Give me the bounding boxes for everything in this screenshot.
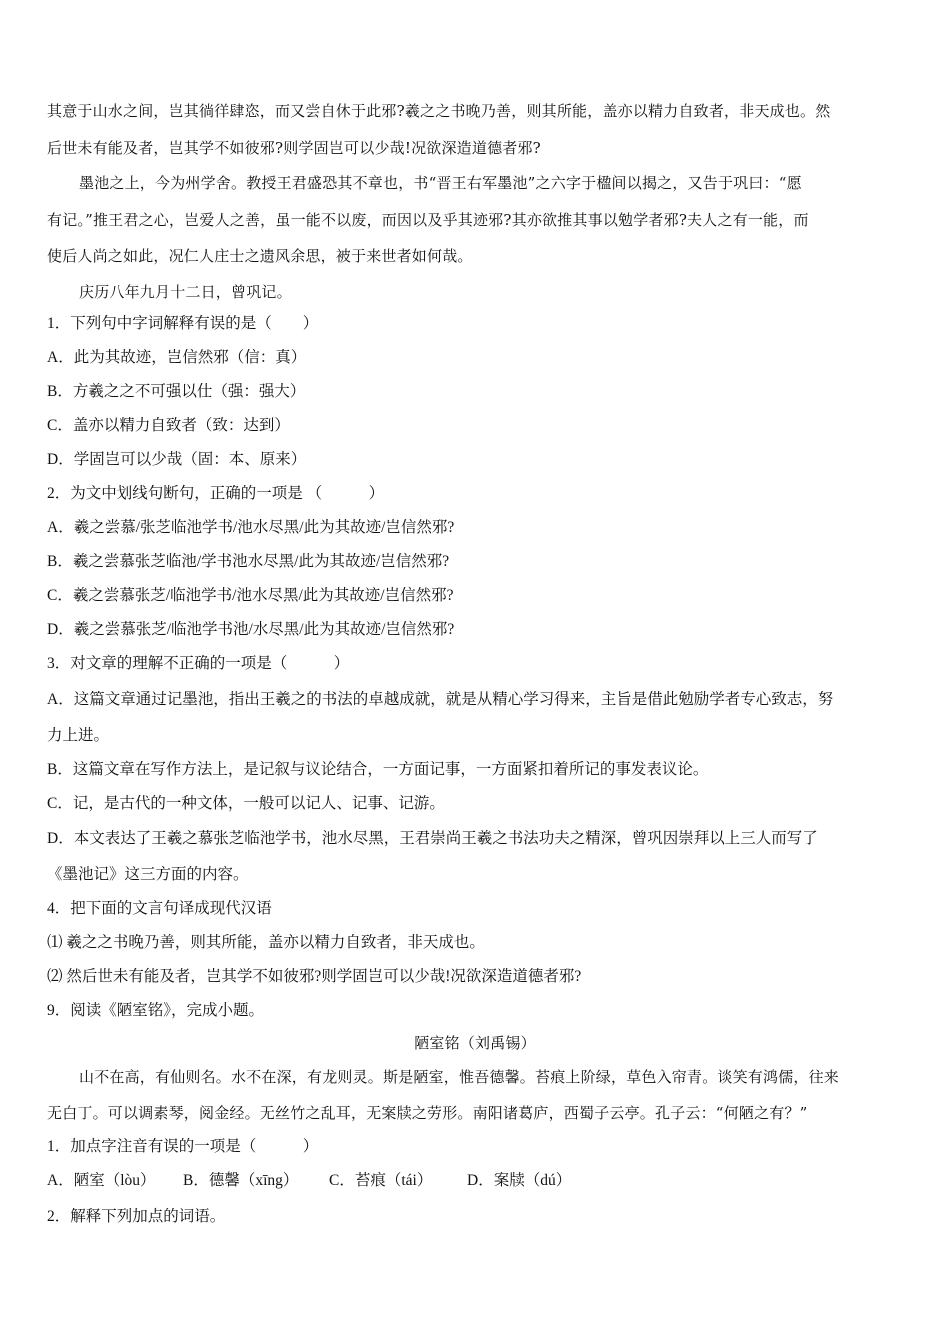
passage-p1-line1: 其意于山水之间，岂其徜徉肆恣，而又尝自休于此邪?羲之之书晚乃善，则其所能，盖亦以精力自致者，非天成也。然 — [47, 102, 831, 120]
passage-p2-line3: 使后人尚之如此，况仁人庄士之遗风余思，被于来世者如何哉。 — [47, 247, 473, 265]
passage-date-line: 庆历八年九月十二日，曾巩记。 — [79, 283, 292, 301]
q2-option-d: D．羲之尝慕张芝/临池学书池/水尽黑/此为其故迹/岂信然邪? — [47, 621, 455, 638]
section9-q1-option-c: C．苔痕（tái） — [329, 1172, 433, 1189]
q3-option-a-line2: 力上进。 — [47, 727, 110, 744]
q4-stem: 4．把下面的文言句译成现代汉语 — [47, 900, 272, 917]
passage-p2-line2: 有记。”推王君之心，岂爱人之善，虽一能不以废，而因以及乎其迹邪?其亦欲推其事以勉学者邪?夫人之有一能，而 — [47, 211, 809, 229]
q1-stem: 1．下列句中字词解释有误的是（ ） — [47, 315, 319, 332]
section9-q1-option-b: B．德馨（xīng） — [183, 1172, 299, 1189]
q1-option-b: B．方羲之之不可强以仕（强：强大） — [47, 383, 306, 400]
q3-option-d-line2: 《墨池记》这三方面的内容。 — [47, 866, 249, 883]
section9-intro: 9．阅读《陋室铭》，完成小题。 — [47, 1002, 265, 1019]
q2-option-c: C．羲之尝慕张芝/临池学书/池水尽黑/此为其故迹/岂信然邪? — [47, 587, 454, 604]
section9-q1-option-a: A．陋室（lòu） — [47, 1172, 156, 1189]
passage-p1-line2: 后世未有能及者，岂其学不如彼邪?则学固岂可以少哉!况欲深造道德者邪? — [47, 139, 541, 157]
poem-text-line1: 山不在高，有仙则名。水不在深，有龙则灵。斯是陋室，惟吾德馨。苔痕上阶绿，草色入帘青。谈笑有鸿儒，往来 — [79, 1068, 840, 1086]
passage-p2-line1: 墨池之上，今为州学舍。教授王君盛恐其不章也，书“晋王右军墨池”之六字于楹间以揭之，又告于巩曰：“愿 — [79, 174, 802, 192]
q3-option-a-line1: A．这篇文章通过记墨池，指出王羲之的书法的卓越成就，就是从精心学习得来，主旨是借此勉励学者专心致志，努 — [47, 691, 834, 708]
section9-q2-stem: 2．解释下列加点的词语。 — [47, 1208, 226, 1225]
q2-option-a: A．羲之尝慕/张芝临池学书/池水尽黑/此为其故迹/岂信然邪? — [47, 519, 455, 536]
q1-option-c: C．盖亦以精力自致者（致：达到） — [47, 417, 290, 434]
section9-q1-option-d: D．案牍（dú） — [467, 1172, 572, 1189]
q4-sentence-2: ⑵ 然后世未有能及者，岂其学不如彼邪?则学固岂可以少哉!况欲深造道德者邪? — [47, 968, 582, 985]
poem-text-line2: 无白丁。可以调素琴，阅金经。无丝竹之乱耳，无案牍之劳形。南阳诸葛庐，西蜀子云亭。孔子云：“何陋之有？” — [47, 1104, 808, 1122]
q3-option-d-line1: D．本文表达了王羲之慕张芝临池学书，池水尽黑，王君崇尚王羲之书法功夫之精深，曾巩因崇拜以上三人而写了 — [47, 830, 818, 847]
q2-stem: 2．为文中划线句断句，正确的一项是 （ ） — [47, 485, 385, 502]
q1-option-a: A．此为其故迹，岂信然邪（信：真） — [47, 349, 307, 366]
q3-stem: 3．对文章的理解不正确的一项是（ ） — [47, 655, 350, 672]
q3-option-b: B．这篇文章在写作方法上，是记叙与议论结合，一方面记事，一方面紧扣着所记的事发表议论。 — [47, 761, 709, 778]
q4-sentence-1: ⑴ 羲之之书晚乃善，则其所能，盖亦以精力自致者，非天成也。 — [47, 934, 485, 951]
poem-title: 陋室铭（刘禹锡） — [414, 1034, 536, 1052]
q1-option-d: D．学固岂可以少哉（固：本、原来） — [47, 451, 307, 468]
q3-option-c: C．记，是古代的一种文体，一般可以记人、记事、记游。 — [47, 795, 445, 812]
section9-q1-stem: 1．加点字注音有误的一项是（ ） — [47, 1138, 319, 1155]
q2-option-b: B．羲之尝慕张芝临池/学书池水尽黑/此为其故迹/岂信然邪? — [47, 553, 450, 570]
